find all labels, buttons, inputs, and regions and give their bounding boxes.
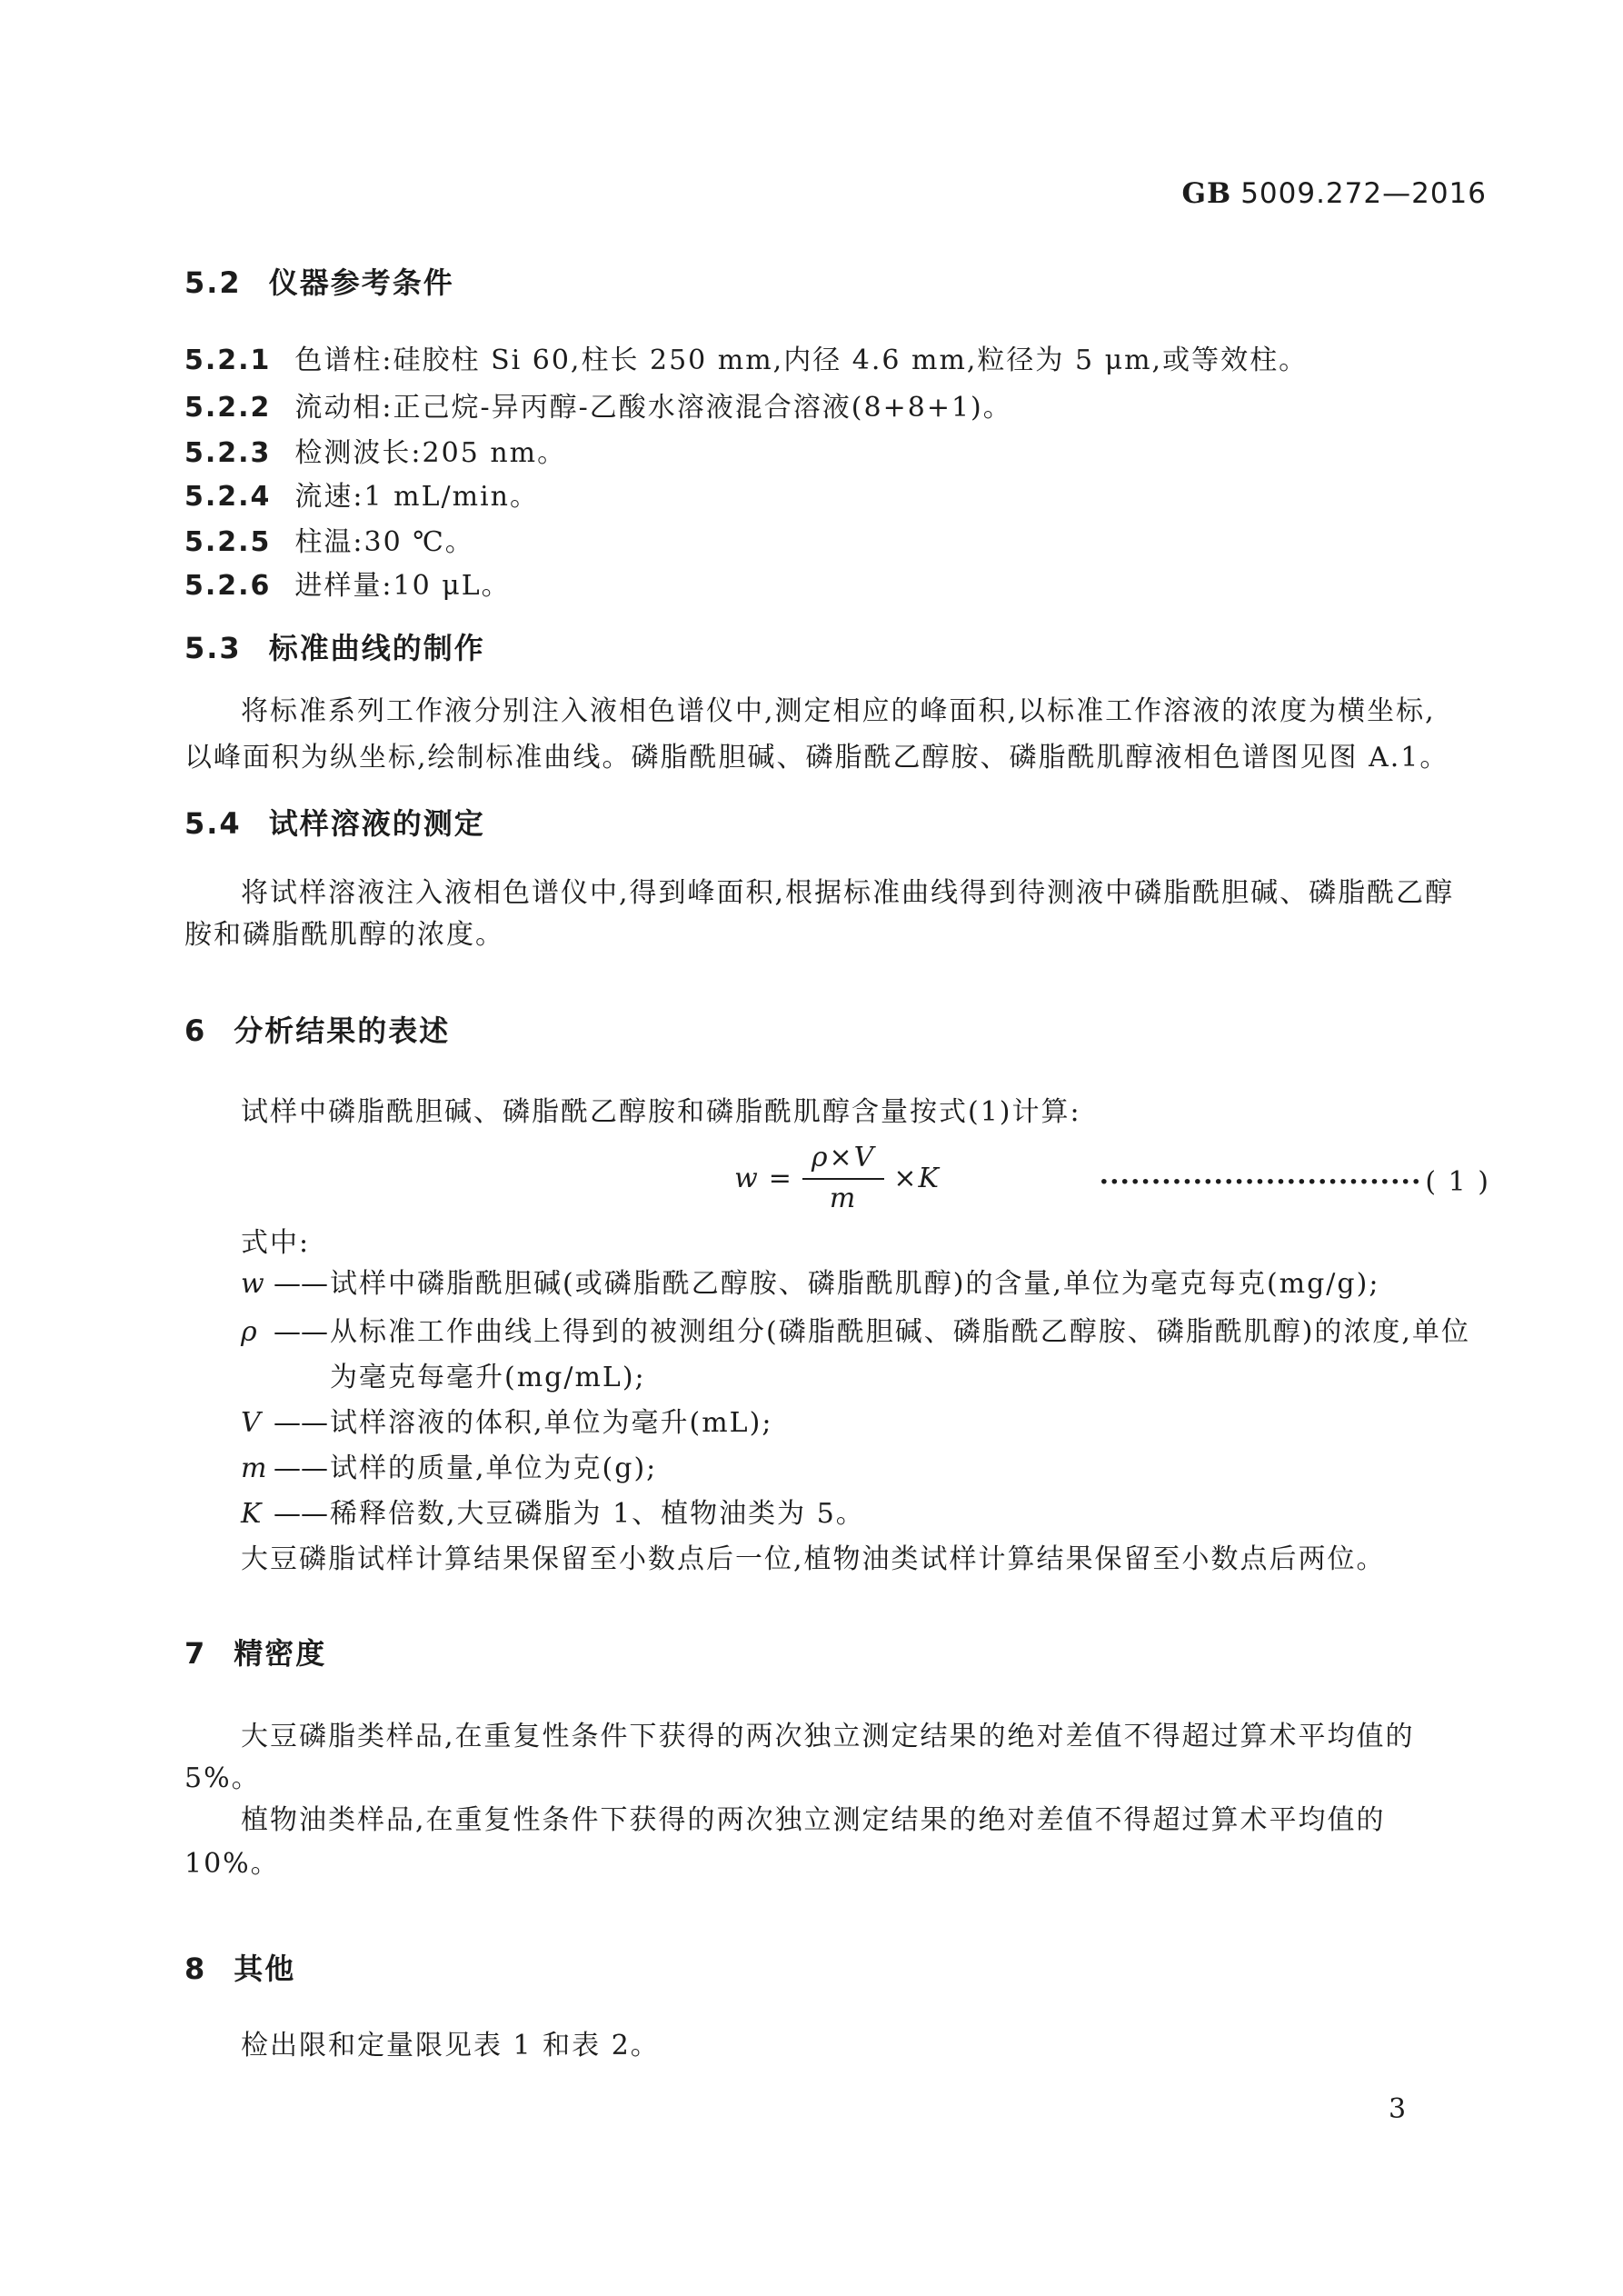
paragraph-line: 将试样溶液注入液相色谱仪中,得到峰面积,根据标准曲线得到待测液中磷脂酰胆碱、磷脂酰乙醇 [241,877,1455,909]
paragraph-line: 以峰面积为纵坐标,绘制标准曲线。磷脂酰胆碱、磷脂酰乙醇胺、磷脂酰肌醇液相色谱图见图 A.1。 [184,742,1449,774]
symbol: K [241,1498,264,1530]
definition-text: 从标准工作曲线上得到的被测组分(磷脂酰胆碱、磷脂酰乙醇胺、磷脂酰肌醇)的浓度,单位 [330,1316,1470,1348]
clause-number: 5.2.4 [184,481,272,513]
clause-5-2-1 [184,344,1308,378]
heading-title: 仪器参考条件 [268,265,454,300]
heading-title: 试样溶液的测定 [268,806,485,841]
equation-number: ( 1 ) [1425,1166,1490,1198]
paragraph-line: 将标准系列工作液分别注入液相色谱仪中,测定相应的峰面积,以标准工作溶液的浓度为横坐标, [241,695,1436,727]
symbol: m [241,1452,269,1484]
clause-number: 5.2.3 [184,437,272,469]
symbol: w [241,1268,266,1300]
definition-rho-continuation: 为毫克每毫升(mg/mL); [330,1362,646,1393]
clause-5-2-6 [184,569,511,604]
heading-6 [184,1013,450,1048]
dot-leader: ······························· [1099,1166,1422,1198]
definition-text: 试样中磷脂酰胆碱(或磷脂酰乙醇胺、磷脂酰肌醇)的含量,单位为毫克每克(mg/g); [330,1268,1380,1300]
standard-prefix: GB [1181,177,1232,210]
where-label: 式中: [241,1227,311,1259]
clause-text: 检测波长:205 nm。 [294,437,567,469]
definition-V [241,1406,772,1441]
definition-text: 试样的质量,单位为克(g); [330,1452,658,1484]
symbol: V [241,1407,263,1439]
heading-number: 5.3 [184,631,242,665]
formula-expression [734,1142,941,1214]
equation-number-row [1100,1166,1490,1199]
header-standard-code [1182,177,1488,210]
clause-5-2-3 [184,436,566,471]
paragraph-line: 10%。 [184,1848,280,1880]
paragraph-line: 5%。 [184,1762,261,1794]
standard-number: 5009.272—2016 [1240,177,1487,210]
heading-number: 8 [184,1952,207,1986]
heading-5-3 [184,631,485,665]
page-number: 3 [1389,2093,1409,2125]
formula-intro: 试样中磷脂酰胆碱、磷脂酰乙醇胺和磷脂酰肌醇含量按式(1)计算: [241,1096,1081,1128]
clause-5-2-2 [184,391,1012,425]
definition-K [241,1497,865,1532]
heading-number: 5.2 [184,265,242,300]
clause-number: 5.2.5 [184,526,272,558]
heading-8 [184,1952,295,1986]
paragraph-line: 胺和磷脂酰肌醇的浓度。 [184,919,504,951]
symbol: ρ [241,1316,259,1348]
definition-m [241,1452,657,1486]
definition-dash: —— [274,1452,328,1484]
clause-text: 流速:1 mL/min。 [294,481,539,513]
clause-number: 5.2.6 [184,570,272,602]
clause-5-2-4 [184,480,539,514]
fraction-numerator: ρ×V [802,1142,884,1180]
heading-title: 分析结果的表述 [234,1013,451,1048]
definition-text: 试样溶液的体积,单位为毫升(mL); [330,1407,773,1439]
paragraph-line: 植物油类样品,在重复性条件下获得的两次独立测定结果的绝对差值不得超过算术平均值的 [241,1804,1386,1836]
definition-dash: —— [274,1498,328,1530]
definition-dash: —— [274,1407,328,1439]
heading-number: 7 [184,1636,207,1671]
definition-text: 稀释倍数,大豆磷脂为 1、植物油类为 5。 [330,1498,865,1530]
heading-title: 标准曲线的制作 [268,631,485,665]
equals-sign: = [768,1162,793,1194]
heading-5-4 [184,806,485,841]
paragraph-line: 大豆磷脂类样品,在重复性条件下获得的两次独立测定结果的绝对差值不得超过算术平均值的 [241,1721,1415,1752]
definition-w [241,1267,1379,1302]
heading-5-2 [184,265,454,300]
formula-tail: ×K [893,1162,941,1194]
result-rounding-note: 大豆磷脂试样计算结果保留至小数点后一位,植物油类试样计算结果保留至小数点后两位。 [241,1543,1386,1575]
formula-lhs: w [734,1162,760,1194]
heading-number: 5.4 [184,806,242,841]
definition-dash: —— [274,1268,328,1300]
fraction [802,1142,884,1214]
clause-text: 流动相:正己烷-异丙醇-乙酸水溶液混合溶液(8+8+1)。 [294,392,1012,424]
heading-number: 6 [184,1013,207,1048]
paragraph-line: 检出限和定量限见表 1 和表 2。 [241,2030,660,2061]
heading-title: 精密度 [234,1636,327,1671]
heading-title: 其他 [234,1952,296,1986]
heading-7 [184,1636,326,1671]
clause-text: 进样量:10 μL。 [294,570,511,602]
clause-text: 柱温:30 ℃。 [294,526,474,558]
fraction-denominator: m [829,1183,858,1214]
clause-text: 色谱柱:硅胶柱 Si 60,柱长 250 mm,内径 4.6 mm,粒径为 5 μm,或等效柱。 [294,344,1309,376]
definition-rho [241,1315,1470,1350]
clause-number: 5.2.2 [184,392,272,424]
clause-number: 5.2.1 [184,344,272,376]
clause-5-2-5 [184,525,474,560]
definition-dash: —— [274,1316,328,1348]
